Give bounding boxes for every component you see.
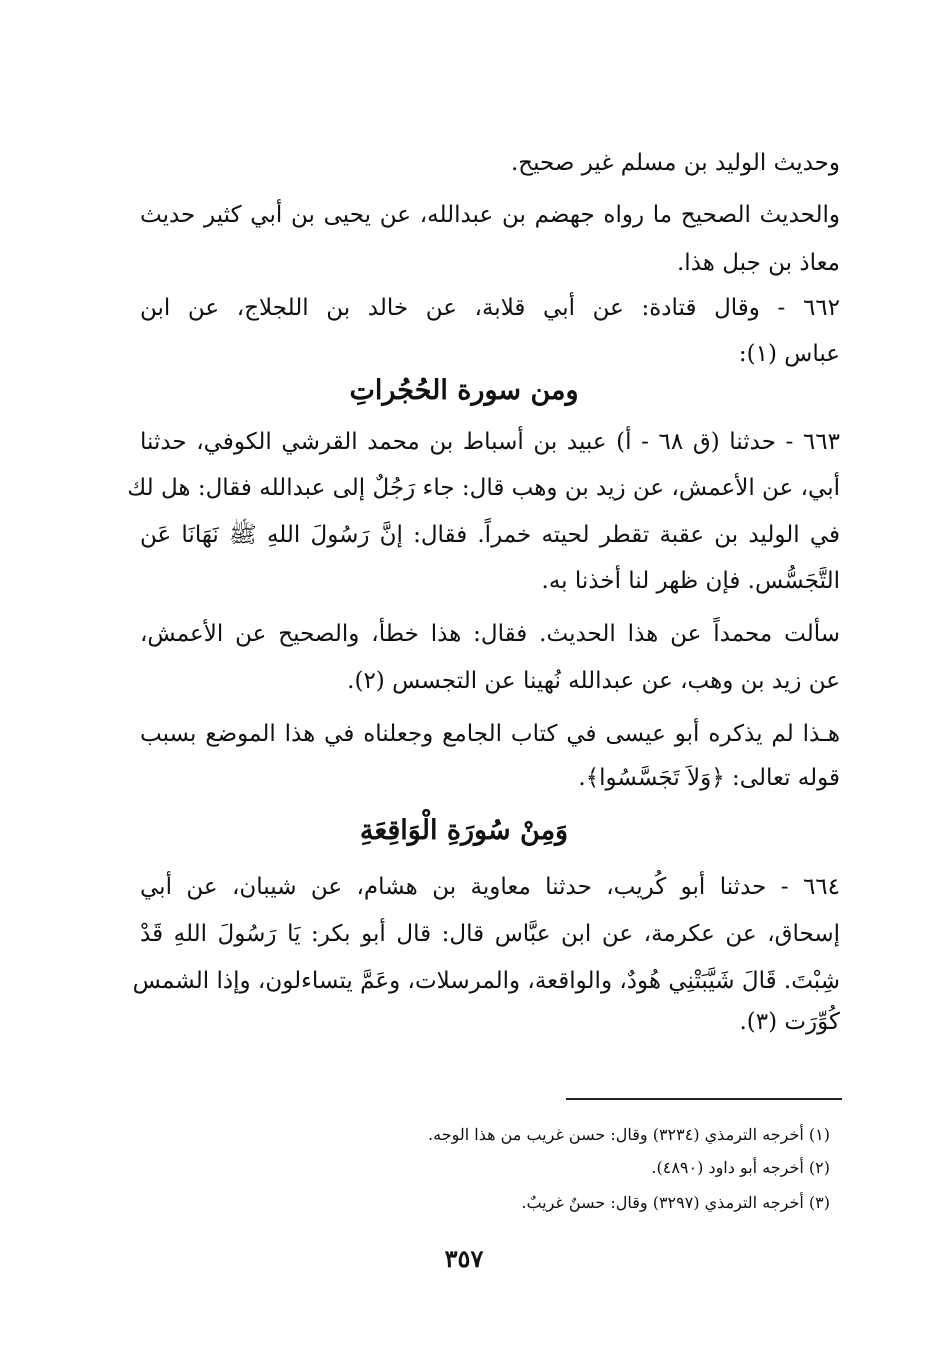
- text-line: عن زيد بن وهب، عن عبدالله نُهينا عن التجسس (٢).: [347, 668, 840, 694]
- footnote: (١) أخرجه الترمذي (٣٢٣٤) وقال: حسن غريب من هذا الوجه.: [428, 1125, 830, 1144]
- text-line: عباس (١):: [738, 341, 840, 367]
- text-line: هـذا لم يذكره أبو عيسى في كتاب الجامع وجعلناه في هذا الموضع بسبب: [140, 721, 840, 747]
- text-line: التَّجَسُّس. فإن ظهر لنا أخذنا به.: [541, 568, 840, 594]
- page-number: ٣٥٧: [444, 1244, 484, 1273]
- text-line: والحديث الصحيح ما رواه جهضم بن عبدالله، عن يحيى بن أبي كثير حديث: [140, 202, 840, 228]
- text-line: ٦٦٢ - وقال قتادة: عن أبي قلابة، عن خالد بن اللجلاج، عن ابن: [140, 295, 840, 321]
- text-line: معاذ بن جبل هذا.: [677, 250, 840, 276]
- text-line: كُوِّرَت (٣).: [739, 1009, 840, 1035]
- text-line: سألت محمداً عن هذا الحديث. فقال: هذا خطأ، والصحيح عن الأعمش،: [140, 621, 840, 647]
- footnote-divider: [566, 1098, 842, 1100]
- text-line: ٦٦٣ - حدثنا (ق ٦٨ - أ) عبيد بن أسباط بن محمد القرشي الكوفي، حدثنا: [140, 429, 840, 455]
- text-line: وحديث الوليد بن مسلم غير صحيح.: [510, 150, 840, 176]
- text-line: أبي، عن الأعمش، عن زيد بن وهب قال: جاء رَجُلٌ إلى عبدالله فقال: هل لك: [127, 475, 840, 501]
- footnote: (٣) أخرجه الترمذي (٣٢٩٧) وقال: حسنٌ غريبٌ.: [521, 1193, 830, 1212]
- section-heading-hujurat: ومن سورة الحُجُراتِ: [349, 375, 579, 406]
- footnote: (٢) أخرجه أبو داود (٤٨٩٠).: [651, 1158, 830, 1177]
- text-line: ٦٦٤ - حدثنا أبو كُريب، حدثنا معاوية بن هشام، عن شيبان، عن أبي: [140, 874, 840, 900]
- text-line: في الوليد بن عقبة تقطر لحيته خمراً. فقال: إنَّ رَسُولَ اللهِ ﷺ نَهَانَا عَن: [140, 522, 840, 548]
- text-line: إسحاق، عن عكرمة، عن ابن عبَّاس قال: قال أبو بكر: يَا رَسُولَ اللهِ قَدْ: [140, 921, 840, 947]
- text-line: شِبْتَ. قَالَ شَيَّبَتْنِي هُودٌ، والواقعة، والمرسلات، وعَمَّ يتساءلون، وإذا الشمس: [132, 968, 840, 994]
- section-heading-waqia: وَمِنْ سُورَةِ الْوَاقِعَةِ: [359, 815, 569, 846]
- text-line: قوله تعالى: ﴿وَلاَ تَجَسَّسُوا﴾.: [578, 765, 840, 791]
